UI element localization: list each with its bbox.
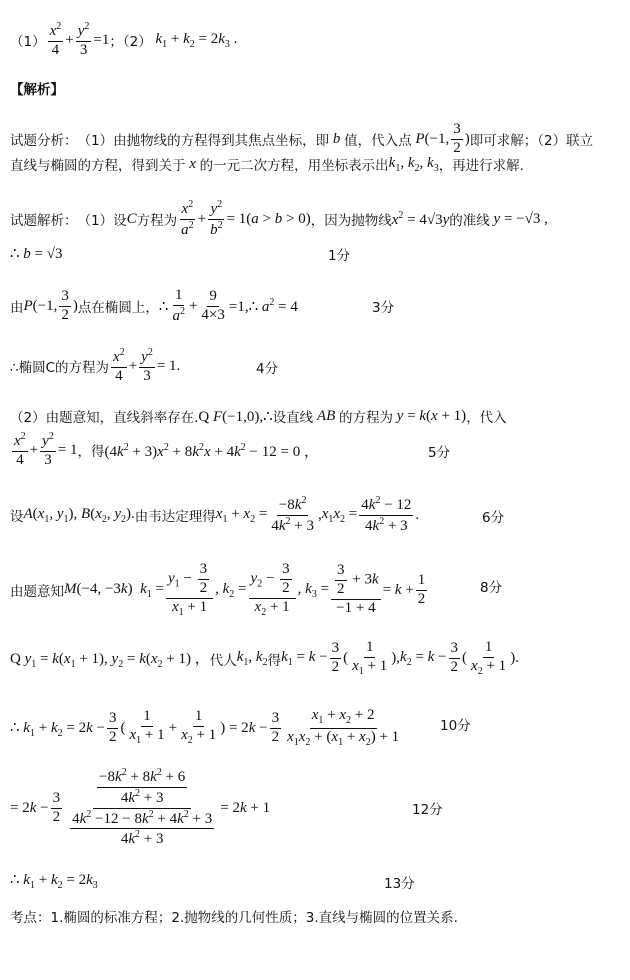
answer-part1: （1） <box>10 34 46 51</box>
score-4: 4分 <box>256 361 279 377</box>
score-5: 5分 <box>428 445 451 461</box>
answer-line: （1） $\frac{x^2}{4}$ + $\frac{y^2}{3}$ =1 ；（2） $k_1 + k_2 = 2k_3$ . <box>10 21 238 58</box>
analysis-line1: 试题分析： （1）由抛物线的方程得到其焦点坐标，即 b 值，代入点 P(−1, $\frac{3}{2}$ ) 即可求解；（2）联立 <box>10 121 594 156</box>
jiexi-title: 【解析】 <box>10 82 64 98</box>
solution-line2: ∴ b = √3 <box>10 246 63 262</box>
answer-part2: ；（2） <box>109 34 152 51</box>
solution-line5: （2）由题意知，直线斜率存在. Q F(−1,0),∴ 设直线 AB 的方程为 y = k(x + 1) ，代入 <box>10 407 507 426</box>
score-12: 12分 <box>412 802 443 818</box>
solution-line1: 试题解析： （1）设 C 方程为 $\frac{x^2}{a^2}$ + $\frac{y^2}{b^2}$ = 1(a > b > 0) ，因为抛物线 $x^2 = 4√3y$ 的准线 y = −√3 , <box>10 199 548 238</box>
score-1: 1分 <box>328 248 351 264</box>
solution-line7: 设 $A(x_1$, $y_1$), $B(x_2$, $y_2$). 由韦达定理得 $x_1 + x_2$ = $\frac{-8k^2}{4k^2 + 3}$ , $x_1x_2$ = $\frac{4k^2 - 12}{4k^2 + 3}$ . <box>10 495 420 534</box>
score-8: 8分 <box>480 580 503 596</box>
solution-line11: = 2k − $\frac{3}{2}$ $\frac{\frac{-8k^2 + 8k^2 + 6}{4k^2 + 3}}{\frac{4k^2 -12 - 8k^2 + 4k^2 + 3}{4k^2 + 3}}$ = 2k + 1 <box>10 767 271 848</box>
solution-line9: Q $y_1 = k(x_1 + 1)$, $y_2 = k(x_2 + 1)$ ， 代人 $k_1$, $k_2$ 得 $k_1 = k$ − $\frac{3}{2}$ ( $\frac{1}{x_1 + 1}$ ), $k_2 = k$ − $\frac{3}{2}$ ( $\frac{1}{x_2 + 1}$ ). <box>10 639 519 677</box>
solution-line10: ∴ $k_1 + k_2 = 2k$ − $\frac{3}{2}$ ( $\frac{1}{x_1 + 1}$ + $\frac{1}{x_2 + 1}$ ) = 2k − $\frac{3}{2}$ $\frac{x_1 + x_2 + 2}{x_1x_2 + (x_1 + x_2) + 1}$ <box>10 707 400 748</box>
score-3: 3分 <box>372 300 395 316</box>
solution-line6: $\frac{x^2}{4}$ + $\frac{y^2}{3}$ = 1 ，得 $(4k^2 + 3)x^2 + 8k^2x + 4k^2 - 12 = 0$ ， <box>14 431 319 468</box>
kaodian: 考点：1.椭圆的标准方程；2.抛物线的几何性质；3.直线与椭圆的位置关系. <box>10 910 458 926</box>
score-6: 6分 <box>482 510 505 526</box>
analysis-line2: 直线与椭圆的方程，得到关于 x 的一元二次方程，用坐标表示出 $k_1$, $k_2$, $k_3$ ，再进行求解. <box>10 154 524 174</box>
solution-line4: ∴椭圆C的方程为 $\frac{x^2}{4}$ + $\frac{y^2}{3}$ = 1. <box>10 347 181 384</box>
solution-line12: ∴ $k_1 + k_2 = 2k_3$ <box>10 872 98 891</box>
score-10: 10分 <box>440 718 471 734</box>
score-13: 13分 <box>384 876 415 892</box>
solution-line3: 由 P(−1, $\frac{3}{2}$ ) 点在椭圆上， ∴ $\frac{1}{a^2}$ + $\frac{9}{4\times 3}$ =1,∴ $a^2 = 4$ <box>10 287 298 324</box>
solution-line8: 由题意知 M(−4, −3k) $k_1$ = $y_1$ − $\frac{3}{2}$ $x_1 + 1$ , $k_2$ = $y_2$ − $\frac{3}{2}$ $x_2 + 1$ , $k_3$ = $\frac{3}{2}$ + 3k −1 + 4 = k + $\frac{1}{2}$ <box>10 561 426 618</box>
